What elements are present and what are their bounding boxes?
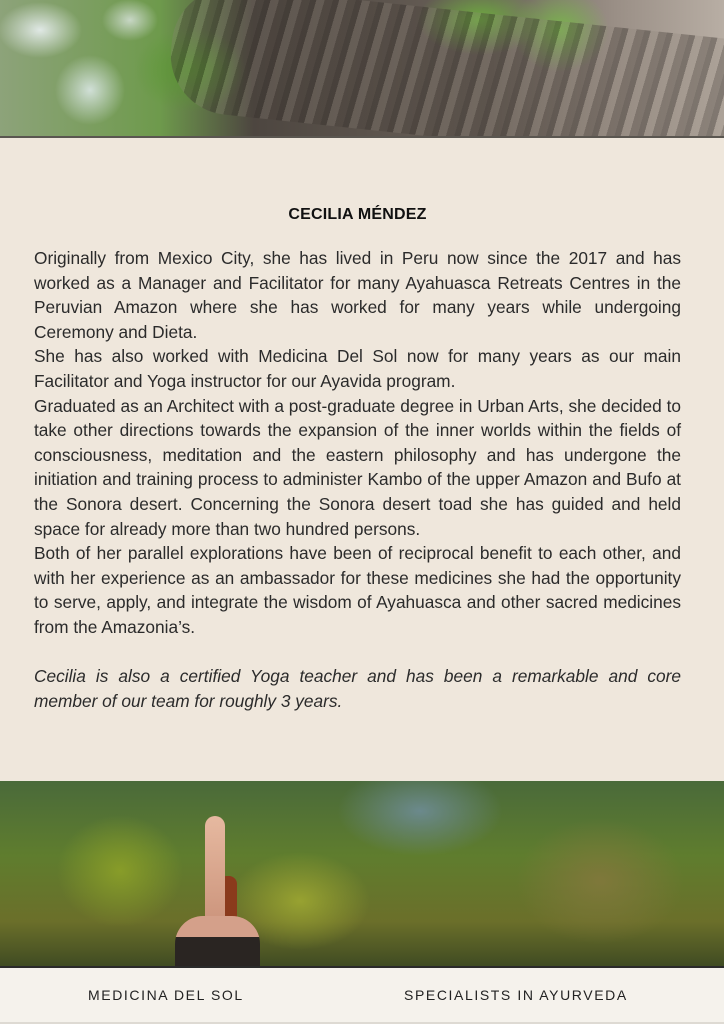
torso-shape <box>175 916 260 968</box>
footer-tagline: SPECIALISTS IN AYURVEDA <box>404 987 628 1003</box>
header-photo <box>0 0 724 138</box>
bio-paragraph: She has also worked with Medicina Del Sol now for many years as our main Facilitator and Yoga instructor for our Ayavida program. <box>34 346 681 391</box>
footer-brand: MEDICINA DEL SOL <box>88 987 244 1003</box>
footer <box>0 968 724 1024</box>
jungle-yoga-photo <box>0 781 724 968</box>
yoga-person-image <box>175 816 260 968</box>
bio-paragraph: Graduated as an Architect with a post-graduate degree in Urban Arts, she decided to take other directions towards the expansion of the inner worlds within the fields of consciousness, meditation and the eastern philosophy and has undergone the initiation and training process to administer Kambo of the upper Amazon and Bufo at the Sonora desert. Concerning the Sonora desert toad she has guided and held space for already more than two hundred persons. <box>34 395 681 539</box>
divider <box>0 136 724 138</box>
bio-paragraph: Both of her parallel explorations have been of reciprocal benefit to each other, and with her experience as an ambassador for these medicines she had the opportunity to serve, apply, and integrate the wisdom of Ayahuasca and other sacred medicines from the Amazonia’s. <box>34 543 681 637</box>
profile-section <box>34 200 681 713</box>
bio-paragraph: Originally from Mexico City, she has lived in Peru now since the 2017 and has worked as a Manager and Facilitator for many Ayahuasca Retreats Centres in the Peruvian Amazon where she has worked for many years while undergoing Ceremony and Dieta. <box>34 248 681 342</box>
closing-note: Cecilia is also a certified Yoga teacher and has been a remarkable and core member of our team for roughly 3 years. <box>34 666 681 711</box>
tree-trunk-image <box>165 0 724 138</box>
profile-name: CECILIA MÉNDEZ <box>288 206 427 223</box>
